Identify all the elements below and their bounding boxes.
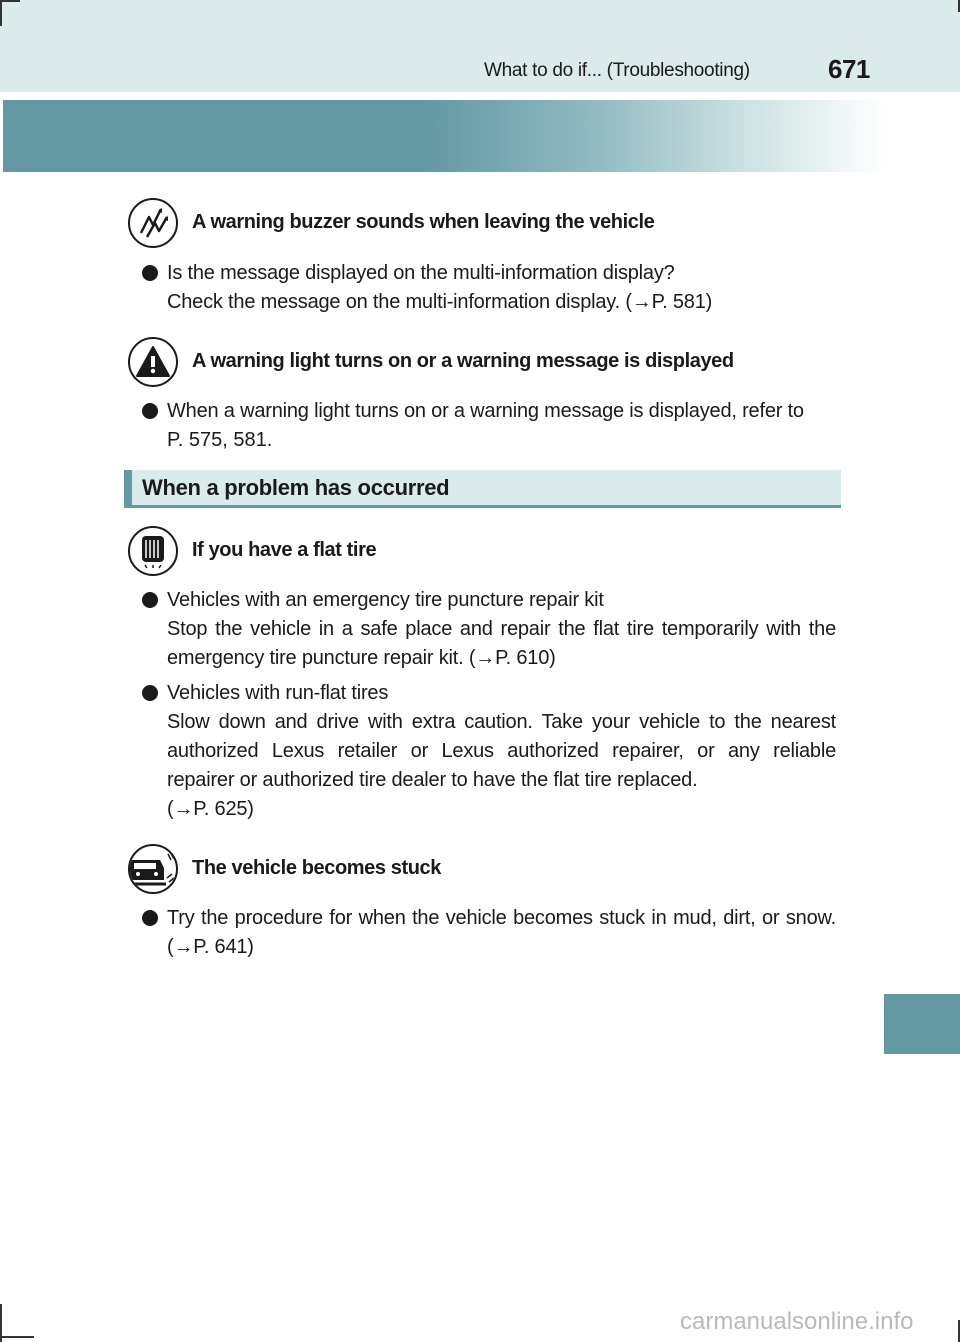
crop-mark <box>0 1336 34 1338</box>
warning-triangle-icon <box>128 337 178 387</box>
bullet-line: authorized Lexus retailer or Lexus authorized repairer, or any reliable <box>167 740 836 762</box>
bullet-line: Try the procedure for when the vehicle becomes stuck in mud, dirt, or snow. <box>167 907 836 929</box>
bullet-title: Vehicles with run-flat tires <box>167 682 389 704</box>
section-stuck-heading <box>128 844 848 896</box>
bullet-line: (→P. 625) <box>167 798 254 820</box>
bullet-icon <box>142 403 158 419</box>
section-flat-tire-heading <box>128 526 848 578</box>
section-heading: A warning light turns on or a warning message is displayed <box>192 350 734 372</box>
crop-mark <box>0 0 2 26</box>
header-title: What to do if... (Troubleshooting) <box>484 60 750 81</box>
list-item <box>142 679 836 824</box>
section-warning-heading <box>128 337 848 389</box>
crop-mark <box>0 0 20 2</box>
subheading-bar <box>124 470 841 508</box>
list-item <box>142 397 836 455</box>
section-buzzer-heading <box>128 198 848 250</box>
bullet-line: Slow down and drive with extra caution. Take your vehicle to the nearest <box>167 711 836 733</box>
bullet-title: Vehicles with an emergency tire puncture repair kit <box>167 589 604 611</box>
bullet-line: emergency tire puncture repair kit. (→P. 610) <box>167 647 556 669</box>
bullet-icon <box>142 265 158 281</box>
chapter-banner <box>3 100 885 172</box>
list-item <box>142 259 836 317</box>
subheading-accent <box>124 470 132 508</box>
bullet-line: Stop the vehicle in a safe place and repair the flat tire temporarily with the <box>167 618 836 640</box>
stuck-car-icon <box>128 844 178 894</box>
section-heading: A warning buzzer sounds when leaving the vehicle <box>192 211 655 233</box>
bullet-line: When a warning light turns on or a warning message is displayed, refer to <box>167 400 804 422</box>
bullet-line: P. 575, 581. <box>167 429 273 451</box>
bullet-icon <box>142 685 158 701</box>
chapter-side-tab <box>884 994 960 1054</box>
header-band <box>0 0 960 92</box>
bullet-line: repairer or authorized tire dealer to have the flat tire replaced. <box>167 769 698 791</box>
section-heading: If you have a flat tire <box>192 539 377 561</box>
watermark: carmanualsonline.info <box>680 1308 914 1335</box>
page-number: 671 <box>828 54 870 84</box>
bullet-icon <box>142 592 158 608</box>
bullet-line: Is the message displayed on the multi-information display? <box>167 262 675 284</box>
bullet-icon <box>142 910 158 926</box>
bullet-line: Check the message on the multi-information display. (→P. 581) <box>167 291 713 313</box>
section-heading: The vehicle becomes stuck <box>192 857 442 879</box>
subheading-title: When a problem has occurred <box>142 475 450 500</box>
flat-tire-icon <box>128 526 178 576</box>
list-item <box>142 904 836 962</box>
list-item <box>142 586 836 673</box>
bullet-line: (→P. 641) <box>167 936 254 958</box>
buzzer-icon <box>128 198 178 248</box>
